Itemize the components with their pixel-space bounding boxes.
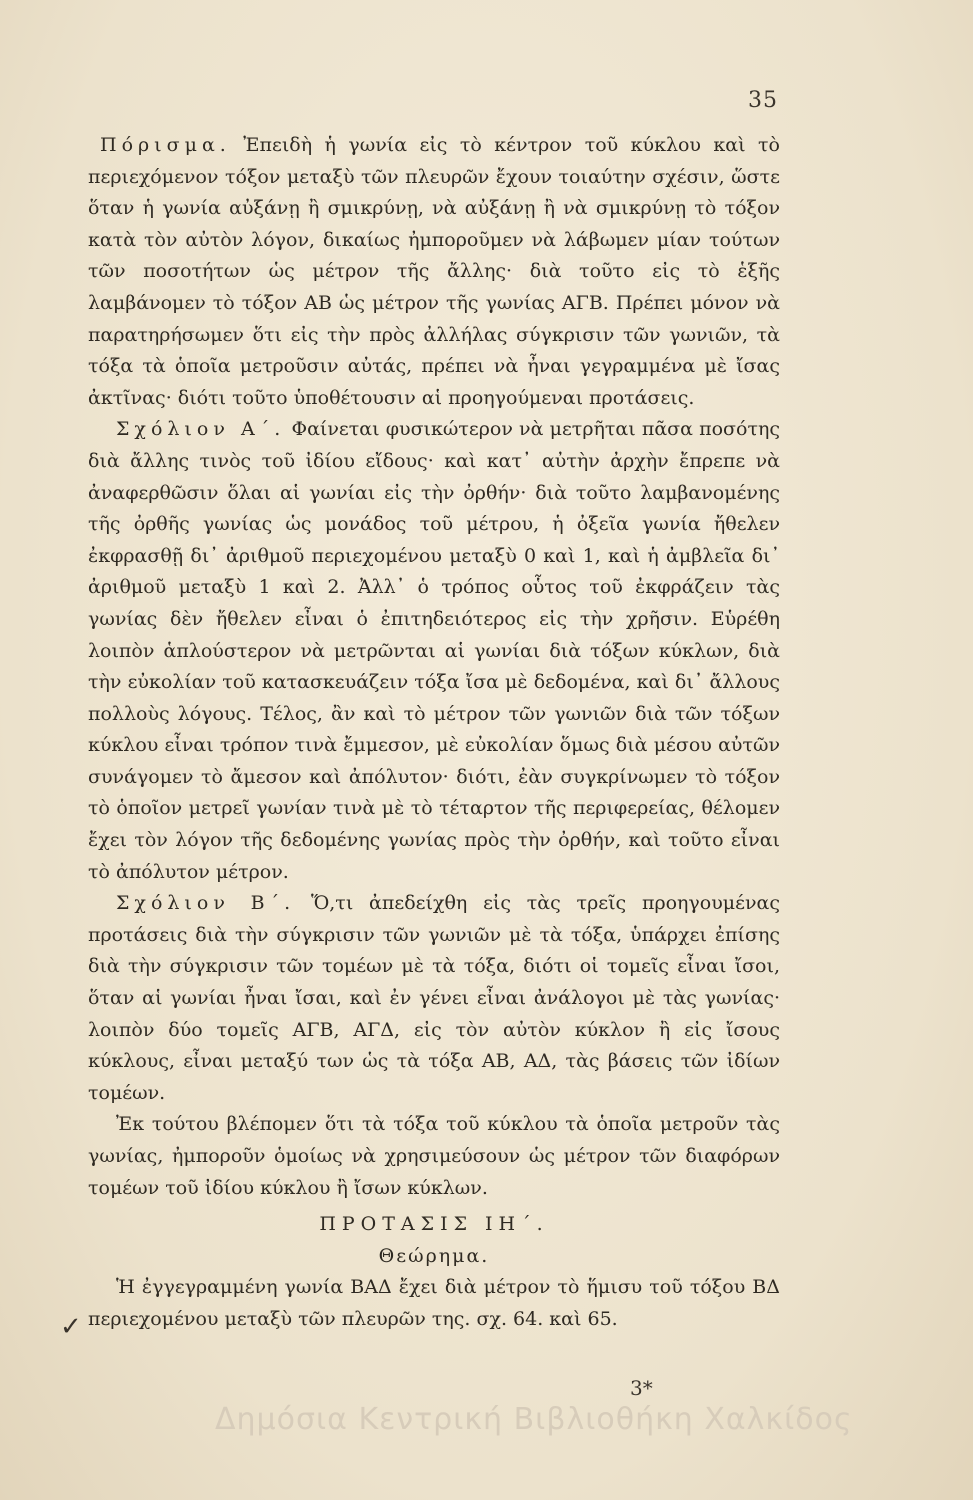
signature-mark: 3* <box>630 1376 653 1400</box>
proposition-title: ΠΡΟΤΑΣΙΣ ΙΗ΄. <box>319 1213 549 1236</box>
paragraph-porisma <box>88 130 780 414</box>
paragraph-text: Φαίνεται φυσικώτερον νὰ μετρῆται πᾶσα ποσότης διὰ ἄλλης τινὸς τοῦ ἰδίου εἴδους· καὶ κατ᾽ αὐτὴν ἀρχὴν ἔπρεπε νὰ ἀναφερθῶσιν ὅλαι αἱ γωνίαι εἰς τὴν ὀρθήν· διὰ τοῦτο λαμβανομένης τῆς ὀρθῆς γωνίας ὡς μονάδος τοῦ μέτρου, ἡ ὀξεῖα γωνία ἤθελεν ἐκφρασθῇ δι᾽ ἀριθμοῦ περιεχομένου μεταξὺ 0 καὶ 1, καὶ ἡ ἀμβλεῖα δι᾽ ἀριθμοῦ μεταξὺ 1 καὶ 2. Ἀλλ᾽ ὁ τρόπος οὗτος τοῦ ἐκφράζειν τὰς γωνίας δὲν ἤθελεν εἶναι ὁ ἐπιτηδειότερος εἰς τὴν χρῆσιν. Εὑρέθη λοιπὸν ἁπλούστερον νὰ μετρῶνται αἱ γωνίαι διὰ τόξων κύκλων, διὰ τὴν εὐκολίαν τοῦ κατασκευάζειν τόξα ἴσα μὲ δεδομένα, καὶ δι᾽ ἄλλους πολλοὺς λόγους. Τέλος, ἂν καὶ τὸ μέτρον τῶν γωνιῶν διὰ τῶν τόξων κύκλου εἶναι τρόπον τινὰ ἔμμεσον, μὲ εὐκολίαν ὅμως διὰ μέσου αὐτῶν συνάγομεν τὸ ἄμεσον καὶ ἀπόλυτον· διότι, ἐὰν συγκρίνωμεν τὸ τόξον τὸ ὁποῖον μετρεῖ γωνίαν τινὰ μὲ τὸ τέταρτον τῆς περιφερείας, θέλομεν ἔχει τὸν λόγον τῆς δεδομένης γωνίας πρὸς τὴν ὀρθήν, καὶ τοῦτο εἶναι τὸ ἀπόλυτον μέτρον. <box>88 418 781 883</box>
theorem-label: Θεώρημα. <box>378 1245 490 1268</box>
paragraph-text: Ὅ,τι ἀπεδείχθη εἰς τὰς τρεῖς προηγουμένας προτάσεις διὰ τὴν σύγκρισιν τῶν γωνιῶν μὲ τὰ τόξα, ὑπάρχει ἐπίσης διὰ τὴν σύγκρισιν τῶν τομέων μὲ τὰ τόξα, διότι οἱ τομεῖς εἶναι ἴσοι, ὅταν αἱ γωνίαι ἦναι ἴσαι, καὶ ἐν γένει εἶναι ἀνάλογοι μὲ τὰς γωνίας· λοιπὸν δύο τομεῖς ΑΓΒ, ΑΓΔ, εἰς τὸν αὐτὸν κύκλον ἢ εἰς ἴσους κύκλους, εἶναι μεταξύ των ὡς τὰ τόξα ΑΒ, ΑΔ, τὰς βάσεις τῶν ἰδίων τομέων. <box>88 892 780 1104</box>
paragraph-conclusion <box>88 1109 780 1204</box>
paragraph-lead: Σχόλιον Α΄. <box>116 418 286 441</box>
library-watermark: Δημόσια Κεντρική Βιβλιοθήκη Χαλκίδος <box>215 1402 853 1437</box>
paragraph-lead: Σχόλιον Β΄. <box>116 892 296 915</box>
paragraph-text: Ἐκ τούτου βλέπομεν ὅτι τὰ τόξα τοῦ κύκλου τὰ ὁποῖα μετροῦν τὰς γωνίας, ἠμποροῦν ὁμοίως νὰ χρησιμεύσουν ὡς μέτρον τῶν διαφόρων τομέων τοῦ ἰδίου κύκλου ἢ ἴσων κύκλων. <box>88 1113 780 1199</box>
margin-check-mark: ✓ <box>60 1312 82 1342</box>
paragraph-lead: Πόρισμα. <box>100 134 231 156</box>
paragraph-text: Ἐπειδὴ ἡ γωνία εἰς τὸ κέντρον τοῦ κύκλου καὶ τὸ περιεχόμενον τόξον μεταξὺ τῶν πλευρῶν ἔχουν τοιαύτην σχέσιν, ὥστε ὅταν ἡ γωνία αὐξάνῃ ἢ σμικρύνῃ, νὰ αὐξάνῃ ἢ νὰ σμικρύνῃ τὸ τόξον κατὰ τὸν αὐτὸν λόγον, δικαίως ἠμποροῦμεν νὰ λάβωμεν μίαν τούτων τῶν ποσοτήτων ὡς μέτρον τῆς ἄλλης· διὰ τοῦτο εἰς τὸ ἑξῆς λαμβάνομεν τὸ τόξον ΑΒ ὡς μέτρον τῆς γωνίας ΑΓΒ. Πρέπει μόνον νὰ παρατηρήσωμεν ὅτι εἰς τὴν πρὸς ἀλλήλας σύγκρισιν τῶν γωνιῶν, τὰ τόξα τὰ ὁποῖα μετροῦσιν αὐτάς, πρέπει νὰ ἦναι γεγραμμένα μὲ ἴσας ἀκτῖνας· διότι τοῦτο ὑποθέτουσιν αἱ προηγούμεναι προτάσεις. <box>88 134 780 409</box>
page-body <box>88 130 780 1335</box>
page-number: 35 <box>748 88 778 113</box>
theorem-statement: Ἡ ἐγγεγραμμένη γωνία ΒΑΔ ἔχει διὰ μέτρον τὸ ἥμισυ τοῦ τόξου ΒΔ περιεχομένου μεταξὺ τῶν πλευρῶν της. σχ. 64. καὶ 65. <box>88 1276 780 1330</box>
paragraph-scholion-b <box>88 888 780 1109</box>
paragraph-scholion-a <box>88 414 780 888</box>
